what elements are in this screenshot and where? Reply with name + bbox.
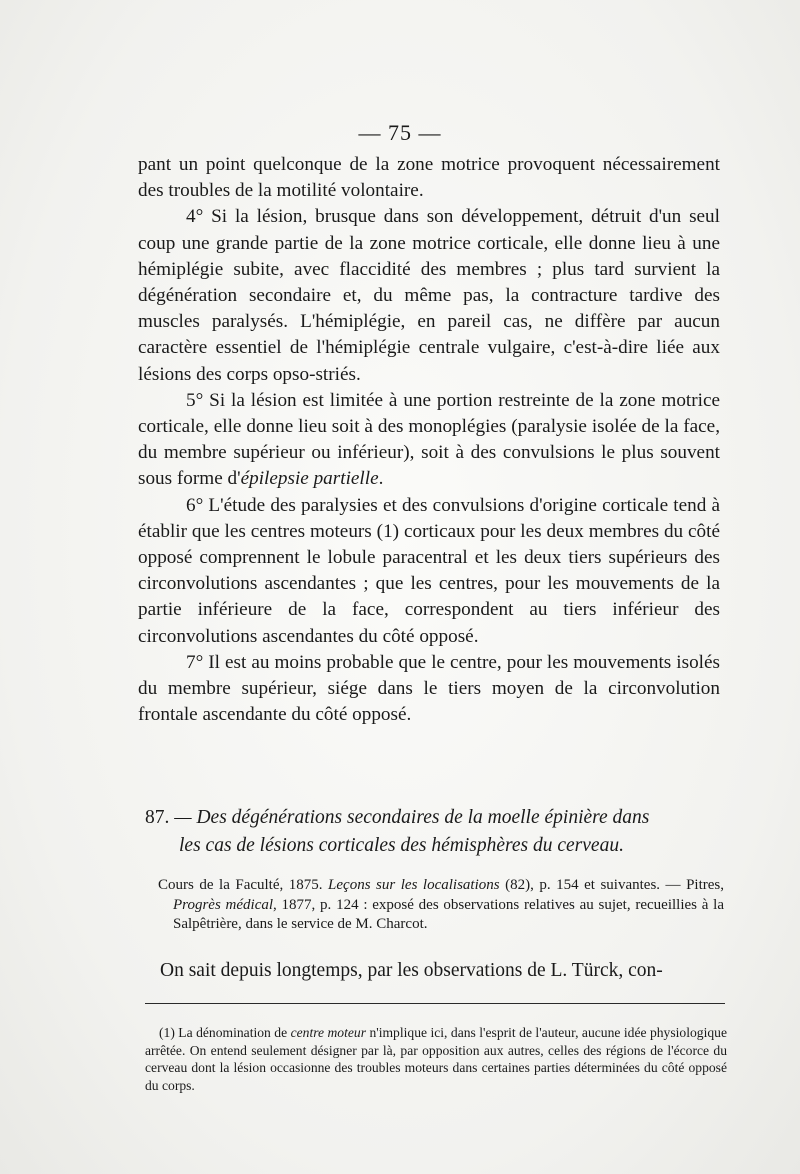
reference-title-2: Progrès médical bbox=[173, 896, 274, 913]
reference-title-1: Leçons sur les localisations bbox=[328, 877, 500, 893]
paragraph-5-text: 5° Si la lésion est limitée à une portion restreinte de la zone motrice corticale, elle donne lieu soit à des monoplégies (paralysie isolée de la face, du membre supérieur ou inférieur), soit à des convulsions le plus souvent sous forme d' bbox=[138, 389, 720, 490]
footnote-end: n'implique ici, dans l'esprit de l'auteur, aucune idée physiologique arrêtée. On entend seulement désigner par là, par opposition aux autres, celles des régions de l'écorce du cerveau dont la lésion occasionne des troubles moteurs dans certaines parties déterminées du côté opposé du corps. bbox=[145, 1025, 727, 1093]
paragraph-5-italic: épilepsie partielle bbox=[240, 468, 379, 490]
reference-entry bbox=[158, 876, 724, 935]
main-text bbox=[138, 152, 720, 728]
opening-paragraph: On sait depuis longtemps, par les observations de L. Türck, con- bbox=[160, 960, 663, 981]
paragraph-5 bbox=[138, 388, 720, 493]
section-heading bbox=[145, 804, 725, 860]
reference-text-3: , 1877, p. 124 : exposé des observations relatives au sujet, recueillies à la Salpêtrière, dans le service de M. Charcot. bbox=[173, 896, 724, 932]
section-number: 87. bbox=[145, 807, 170, 828]
paragraph-7: 7° Il est au moins probable que le centre, pour les mouvements isolés du membre supérieur, siége dans le tiers moyen de la circonvolution frontale ascendante du côté opposé. bbox=[138, 651, 720, 726]
section-title-line2: les cas de lésions corticales des hémisphères du cerveau. bbox=[179, 835, 624, 856]
footnote bbox=[145, 1024, 727, 1094]
reference-text-2: (82), p. 154 et suivantes. — Pitres, bbox=[499, 877, 724, 893]
paragraph-4: 4° Si la lésion, brusque dans son développement, détruit d'un seul coup une grande partie de la zone motrice corticale, elle donne lieu à une hémiplégie subite, avec flaccidité des membres ; plus tard survient la dégénération secondaire et, du même pas, la contracture tardive des muscles paralysés. L'hémiplégie, en pareil cas, ne diffère par aucun caractère essentiel de l'hémiplégie centrale vulgaire, c'est-à-dire liée aux lésions des corps opso-striés. bbox=[138, 206, 720, 385]
paragraph-5-end: . bbox=[378, 468, 384, 490]
footnote-text bbox=[145, 1024, 727, 1094]
footnote-start: (1) La dénomination de bbox=[159, 1025, 291, 1040]
footnote-divider bbox=[145, 1003, 725, 1004]
footnote-term: centre moteur bbox=[290, 1025, 366, 1040]
references bbox=[158, 876, 724, 935]
page-number: — 75 — bbox=[358, 120, 442, 145]
reference-text-1: Cours de la Faculté, 1875. bbox=[158, 877, 329, 893]
paragraph-continuation: pant un point quelconque de la zone motrice provoquent nécessairement des troubles de la motilité volontaire. bbox=[138, 154, 720, 202]
section-title-line1: — Des dégénérations secondaires de la moelle épinière dans bbox=[174, 807, 650, 828]
paragraph-6: 6° L'étude des paralysies et des convulsions d'origine corticale tend à établir que les centres moteurs (1) corticaux pour les deux membres du côté opposé comprennent le lobule paracentral et les deux tiers supérieurs des circonvolutions ascendantes ; que les centres, pour les mouvements de la partie inférieure de la face, correspondent au tiers inférieur des circonvolutions ascendantes du côté opposé. bbox=[138, 494, 720, 647]
